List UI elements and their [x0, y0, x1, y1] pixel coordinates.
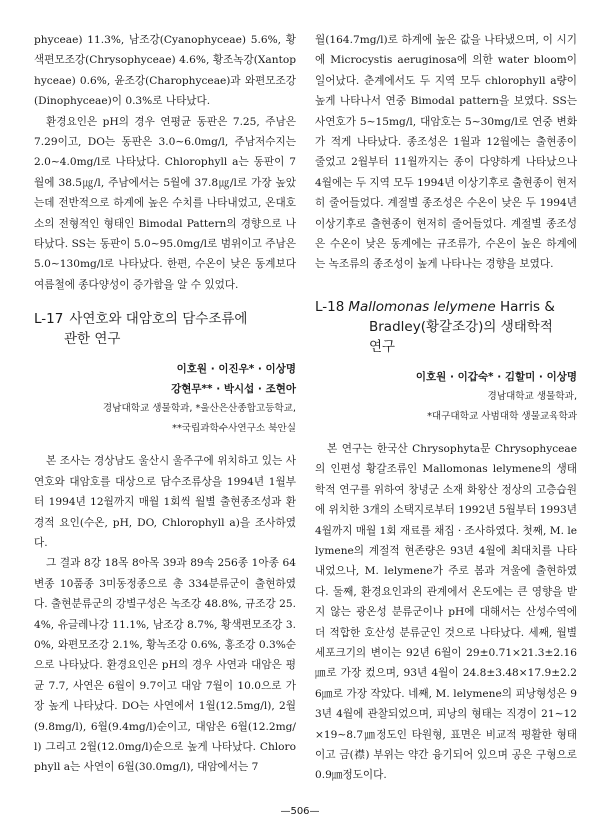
- affiliation-l17-line1: 경남대학교 생물학과, *울산은산종합고등학교,: [102, 403, 296, 415]
- right-column: [315, 30, 577, 786]
- section-number: L-17: [34, 311, 64, 328]
- section-title-line2: 관한 연구: [64, 331, 121, 348]
- section-number: L-18: [315, 298, 345, 315]
- section-title-line1-rest: Harris &: [495, 298, 555, 315]
- section-title-line3: 연구: [369, 338, 396, 355]
- species-name: Mallomonas lelymene: [348, 298, 496, 315]
- affiliation-l17-line2: **국립과학수사연구소 북안실: [172, 423, 296, 435]
- right-paragraph-1: 월(164.7mg/l)로 하계에 높은 값을 나타냈으며, 이 시기에 Microcystis aeruginosa에 의한 water bloom이 일어났다. 춘계에서도 두 지역 모두 chlorophyll a량이 높게 나타나서 연중 Bimodal pattern을 보였다. SS는 사연호가 5∼15mg/l, 대암호는 5∼30mg/l로 연중 변화가 적게 나타났다. 종조성은 1월과 12월에는 출현종이 줄었고 2월부터 11월까지는 종이 다양하게 나타났으나 4월에는 두 지역 모두 1994년 이상기후로 출현종이 현저히 줄어들었다. 계절별 종조성은 수온이 낮은 두 1994년 이상기후로 출현종이 현저히 줄어들었다. 계절별 종조성은 수온이 낮은 동계에는 규조류가, 수온이 높은 하계에는 녹조류의 종조성이 높게 나타나는 경향을 보였다.: [315, 34, 577, 271]
- left-paragraph-3: 본 조사는 경상남도 울산시 울주구에 위치하고 있는 사연호와 대암호를 대상으로 담수조류상을 1994년 1월부터 1994년 12월까지 매월 1회씩 월별 출현종조성과 환경적 요인(수온, pH, DO, Chlorophyll a)을 조사하였다.: [34, 455, 296, 549]
- left-column: [34, 30, 296, 778]
- right-paragraph-2: 본 연구는 한국산 Chrysophyta문 Chrysophyceae의 인편성 황갈조류인 Mallomonas lelymene의 생태학적 연구를 위하여 창녕군 소재 화왕산 정상의 고층습원에 위치한 3개의 소택지로부터 1992년 5월부터 1993년 4월까지 매월 1회 재료를 채집 · 조사하였다. 첫째, M. lelymene의 계절적 현존량은 93년 4월에 최대치를 나타내었으나, M. lelymene가 주로 봄과 겨울에 출현하였다. 둘째, 환경요인과의 관계에서 온도에는 큰 영향을 받지 않는 광온성 분류군이나 pH에 대해서는 산성수역에 더 적합한 호산성 분류군인 것으로 나타났다. 세째, 월별 세포크기의 변이는 92년 6월이 29±0.71×21.3±2.16㎛로 가장 컸으며, 93년 4월이 24.8±3.48×17.9±2.26㎛로 가장 작았다. 네째, M. lelymene의 피낭형성은 93년 4월에 관찰되었으며, 피낭의 형태는 직경이 21∼12×19∼8.7㎛정도인 타원형, 표면은 비교적 평활한 형태이고 금(襟) 부위는 약간 융기되어 있으며 공은 구형으로 0.9㎛정도이다.: [315, 442, 577, 782]
- section-title-l18: [315, 297, 577, 357]
- page-number: —506—: [280, 806, 320, 817]
- section-title-line1: 사연호와 대암호의 담수조류에: [69, 311, 248, 328]
- left-paragraph-4: 그 결과 8강 18목 8아목 39과 89속 256종 1아종 64변종 10품종 3미동정종으로 총 334분류군이 출현하였다. 출현분류군의 강별구성은 녹조강 48.8%, 규조강 25.4%, 유글레나강 11.1%, 남조강 8.7%, 황색편모조강 3.0%, 와편모조강 2.1%, 황녹조강 0.6%, 홍조강 0.3%순으로 나타났다. 환경요인은 pH의 경우 사연과 대암은 평균 7.7, 사연은 6월이 9.7이고 대암 7월이 10.0으로 가장 높게 나타났다. DO는 사연에서 1월(12.5mg/l), 2월(9.8mg/l), 6월(9.4mg/l)순이고, 대암은 6월(12.2mg/l) 그리고 2월(12.0mg/l)순으로 높게 나타났다. Chlorophyll a는 사연이 6월(30.0mg/l), 대암에서는 7: [34, 557, 296, 774]
- authors-l18: 이호원 · 이갑숙* · 김할미 · 이상명: [415, 370, 577, 383]
- authors-l17-line2: 강현무** · 박시섭 · 조현아: [171, 383, 296, 396]
- authors-l17-line1: 이호원 · 이진우* · 이상명: [176, 363, 296, 376]
- affiliation-l18-line2: *대구대학교 사범대학 생물교육학과: [427, 410, 577, 422]
- section-title-l17: [34, 309, 296, 349]
- section-title-line2: Bradley(황갈조강)의 생태학적: [369, 318, 553, 335]
- affiliation-l18-line1: 경남대학교 생물학과,: [487, 390, 577, 402]
- left-paragraph-2: 환경요인은 pH의 경우 연평균 동판은 7.25, 주남은 7.29이고, DO는 동판은 3.0∼6.0mg/l, 주남저수지는 2.0∼4.0mg/l로 나타났다. Chlorophyll a는 동판이 7월에 38.5㎍/l, 주남에서는 5월에 37.8㎍/l로 가장 높았는데 전반적으로 하계에 높은 수치를 나타내었고, 온대호소의 전형적인 형태인 Bimodal Pattern의 경향으로 나타났다. SS는 동판이 5.0∼95.0mg/l로 범위이고 주남은 5.0∼130mg/l로 나타났다. 한편, 수온이 낮은 동계보다 여름철에 종다양성이 증가함을 알 수 있었다.: [34, 115, 296, 291]
- left-paragraph-1: phyceae) 11.3%, 남조강(Cyanophyceae) 5.6%, 황색편모조강(Chrysophyceae) 4.6%, 황조녹강(Xantophyceae) 0.6%, 윤조강(Charophyceae)과 와편모조강(Dinophyceae)이 0.3%로 나타났다.: [34, 34, 296, 108]
